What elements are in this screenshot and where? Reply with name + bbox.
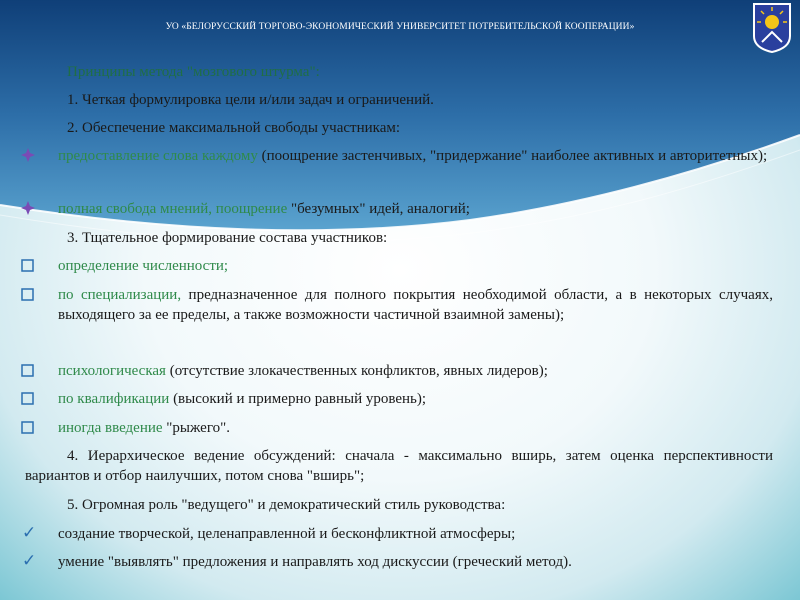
bullet-count bbox=[58, 256, 773, 276]
bullet-qualification bbox=[58, 389, 773, 409]
bullet-highlight: предоставление слова каждому bbox=[58, 148, 258, 164]
diamond-bullet-icon bbox=[20, 147, 36, 163]
square-bullet-icon bbox=[20, 258, 36, 274]
bullet-highlight: по квалификации bbox=[58, 391, 170, 407]
check-bullet-icon: ✓ bbox=[22, 523, 37, 542]
bullet-text: "безумных" идей, аналогий; bbox=[287, 201, 470, 217]
bullet-atmosphere: создание творческой, целенаправленной и бесконфликтной атмосферы; bbox=[58, 526, 516, 542]
university-emblem-icon bbox=[752, 2, 792, 54]
diamond-bullet-icon bbox=[20, 200, 36, 216]
principle-5: 5. Огромная роль "ведущего" и демократический стиль руководства: bbox=[67, 497, 506, 513]
square-bullet-icon bbox=[20, 287, 36, 303]
bullet-text: (отсутствие злокачественных конфликтов, явных лидеров); bbox=[165, 363, 548, 379]
bullet-highlight: определение численности; bbox=[58, 258, 229, 274]
bullet-freedom bbox=[58, 199, 773, 219]
square-bullet-icon bbox=[20, 363, 36, 379]
bullet-red-haired bbox=[58, 418, 773, 438]
check-bullet-icon: ✓ bbox=[22, 551, 37, 570]
bullet-speaking-turn bbox=[58, 146, 773, 166]
bullet-highlight: психологическая bbox=[58, 363, 166, 379]
square-bullet-icon bbox=[20, 391, 36, 407]
principle-3: 3. Тщательное формирование состава участников: bbox=[67, 230, 388, 246]
bullet-highlight: по специализации, bbox=[58, 287, 182, 303]
bullet-text: (высокий и примерно равный уровень); bbox=[169, 391, 427, 407]
header-title: УО «БЕЛОРУССКИЙ ТОРГОВО-ЭКОНОМИЧЕСКИЙ УНИВЕРСИТЕТ ПОТРЕБИТЕЛЬСКОЙ КООПЕРАЦИИ» bbox=[165, 22, 635, 32]
bullet-specialization bbox=[58, 285, 773, 325]
bullet-highlight: иногда введение bbox=[58, 420, 163, 436]
principles-title: Принципы метода "мозгового штурма": bbox=[67, 64, 320, 80]
bullet-discussion: умение "выявлять" предложения и направлять ход дискуссии (греческий метод). bbox=[58, 554, 572, 570]
bullet-text: предназначенное для полного покрытия необходимой области, а в некоторых случаях, выходящего за ее пределы, а также возможности частичной взаимной замены); bbox=[58, 287, 773, 323]
principle-2: 2. Обеспечение максимальной свободы участникам: bbox=[67, 120, 401, 136]
square-bullet-icon bbox=[20, 420, 36, 436]
principle-4: 4. Иерархическое ведение обсуждений: сначала - максимально вширь, затем оценка перспективности вариантов и отбор наилучших, потом снова "вширь"; bbox=[25, 448, 773, 484]
bullet-psychological bbox=[58, 361, 773, 381]
principle-1: 1. Четкая формулировка цели и/или задач и ограничений. bbox=[67, 92, 434, 108]
bullet-text: "рыжего". bbox=[162, 420, 230, 436]
bullet-text: (поощрение застенчивых, "придержание" наиболее активных и авторитетных); bbox=[257, 148, 768, 164]
bullet-highlight: полная свобода мнений, поощрение bbox=[58, 201, 288, 217]
